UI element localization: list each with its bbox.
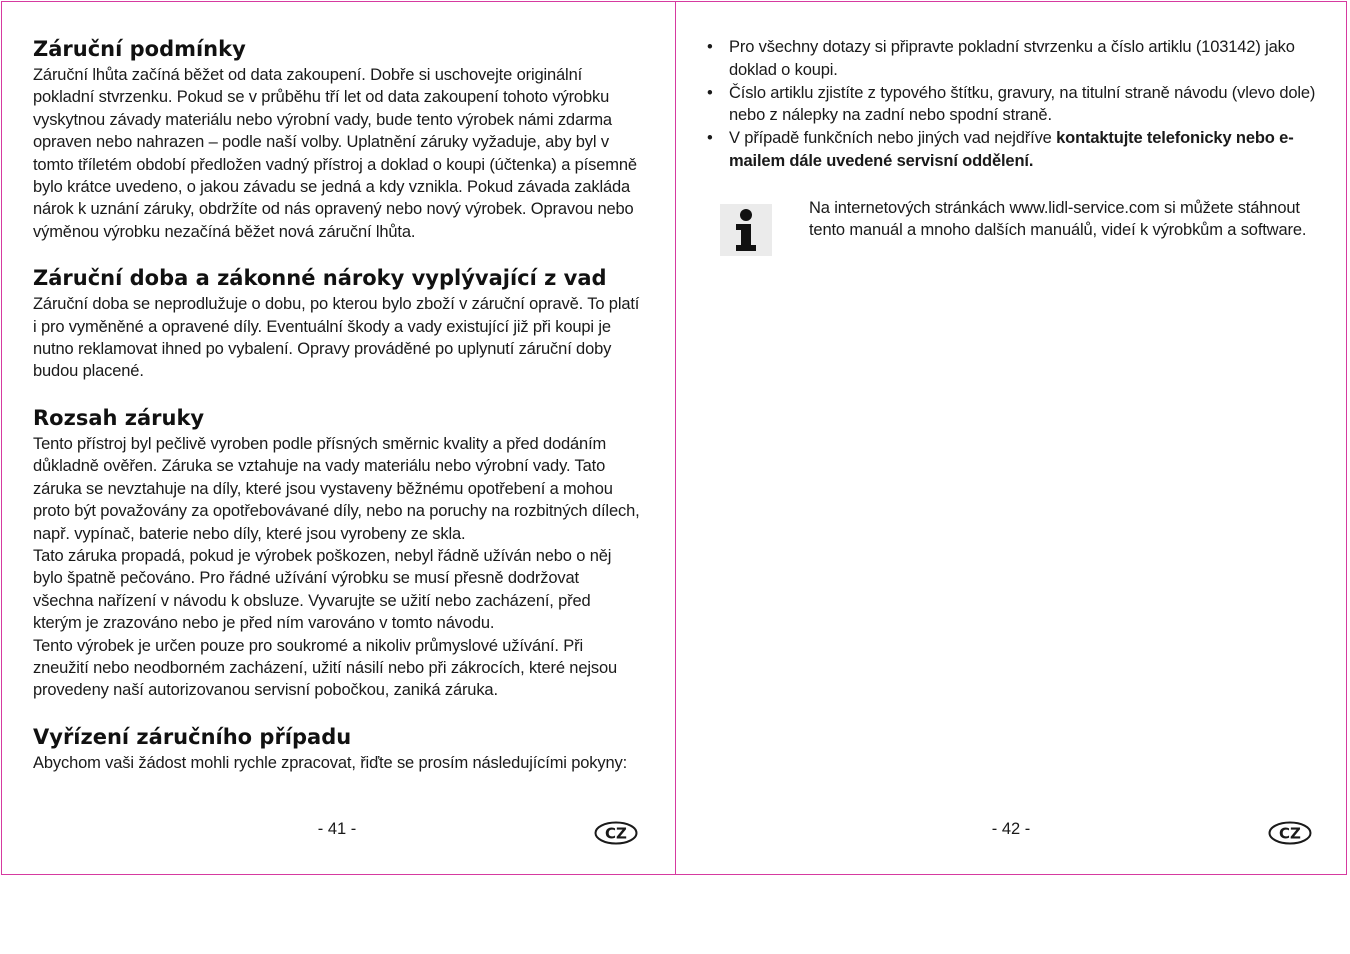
section-heading: Rozsah záruky [33, 405, 205, 430]
svg-text:CZ: CZ [605, 824, 627, 843]
section-paragraph: Abychom vaši žádost mohli rychle zpracovat, řiďte se prosím následujícími pokyny: [33, 753, 628, 772]
section-warranty-period [33, 265, 643, 383]
section-warranty-scope [33, 405, 643, 702]
section-paragraph: Tento přístroj byl pečlivě vyroben podle přísných směrnic kvality a před dodáním důkladně ověřen. Záruka se vztahuje na vady materiálu nebo výrobní vady. Tato záruka se nevztahuje na díly, které jsou vystaveny běžnému opotřebení a mohou proto být považovány za opotřebovávané díly, nebo na poruchy na rozbitných dílech, např. vypínač, baterie nebo díly, které jsou vyrobeny ze skla. [33, 434, 640, 543]
section-claim-handling [33, 724, 643, 774]
page-number-right: - 42 - [991, 820, 1031, 838]
info-note-text: Na internetových stránkách www.lidl-service.com si můžete stáhnout tento manuál a mnoho dalších manuálů, videí k výrobkům a software. [809, 199, 1307, 240]
section-paragraph: Záruční lhůta začíná běžet od data zakoupení. Dobře si uschovejte originální pokladní stvrzenku. Pokud se v průběhu tří let od data zakoupení tohoto výrobku vyskytnou závady materiálu nebo výrobní vady, bude tento výrobek námi zdarma opraven nebo nahrazen – podle naší volby. Uplatnění záruky vyžaduje, aby byl v tomto tříletém období předložen vadný přístroj a doklad o koupi (účtenka) a písemně bylo krátce uvedeno, o jakou závadu se jedná a kdy vznikla. Pokud závada zakláda nárok k uznání záruky, obdržíte od nás opravený nebo nový výrobek. Opravou nebo výměnou výrobku nezačíná běžet nová záruční lhůta. [33, 66, 637, 241]
left-page [33, 36, 643, 796]
bullet-icon: • [707, 83, 713, 102]
section-heading: Záruční podmínky [33, 37, 246, 61]
list-item: • V případě funkčních nebo jiných vad nejdříve kontaktujte telefonicky nebo e-mailem dále uvedené servisní oddělení. [707, 129, 1294, 170]
section-paragraph: Tato záruka propadá, pokud je výrobek poškozen, nebyl řádně užíván nebo o něj bylo špatně pečováno. Pro řádné užívání výrobku se musí přesně dodržovat všechna nařízení v návodu k obsluze. Vyvarujte se užití nebo zacházení, před kterým je zrazováno nebo je před ním varováno v tomto návodu. [33, 546, 612, 633]
info-note [809, 197, 1309, 242]
section-heading: Vyřízení záručního případu [33, 724, 352, 749]
country-badge-left [594, 821, 638, 845]
page-fold-divider [675, 2, 676, 874]
section-heading: Záruční doba a zákonné nároky vyplývající z vad [33, 266, 607, 291]
country-badge-right [1268, 821, 1312, 845]
svg-text:CZ: CZ [1279, 824, 1301, 843]
emphasis-text: kontaktujte telefonicky nebo e-mailem dále uvedené servisní oddělení. [729, 129, 1294, 170]
list-item: • Číslo artiklu zjistíte z typového štítku, gravury, na titulní straně návodu (vlevo dole) nebo z nálepky na zadní nebo spodní straně. [707, 83, 1316, 125]
list-item: • Pro všechny dotazy si připravte pokladní stvrzenku a číslo artiklu (103142) jako doklad o koupi. [707, 38, 1295, 79]
right-page [706, 36, 1316, 173]
section-paragraph: Tento výrobek je určen pouze pro soukromé a nikoliv průmyslové užívání. Při zneužití nebo neodborném zacházení, užití násilí nebo při zákrocích, které nejsou provedeny naší autorizovanou servisní pobočkou, zaniká záruka. [33, 636, 618, 700]
section-warranty-conditions [33, 36, 643, 243]
page-number-left: - 41 - [317, 820, 357, 838]
bullet-icon: • [707, 38, 713, 56]
info-icon [720, 204, 772, 256]
bullet-icon: • [707, 129, 713, 148]
section-paragraph: Záruční doba se neprodlužuje o dobu, po kterou bylo zboží v záruční opravě. To platí i pro vyměněné a opravené díly. Eventuální škody a vady existující již při koupi je nutno reklamovat ihned po vybalení. Opravy prováděné po uplynutí záruční doby budou placené. [33, 295, 640, 381]
claim-instructions-list [706, 36, 1316, 173]
